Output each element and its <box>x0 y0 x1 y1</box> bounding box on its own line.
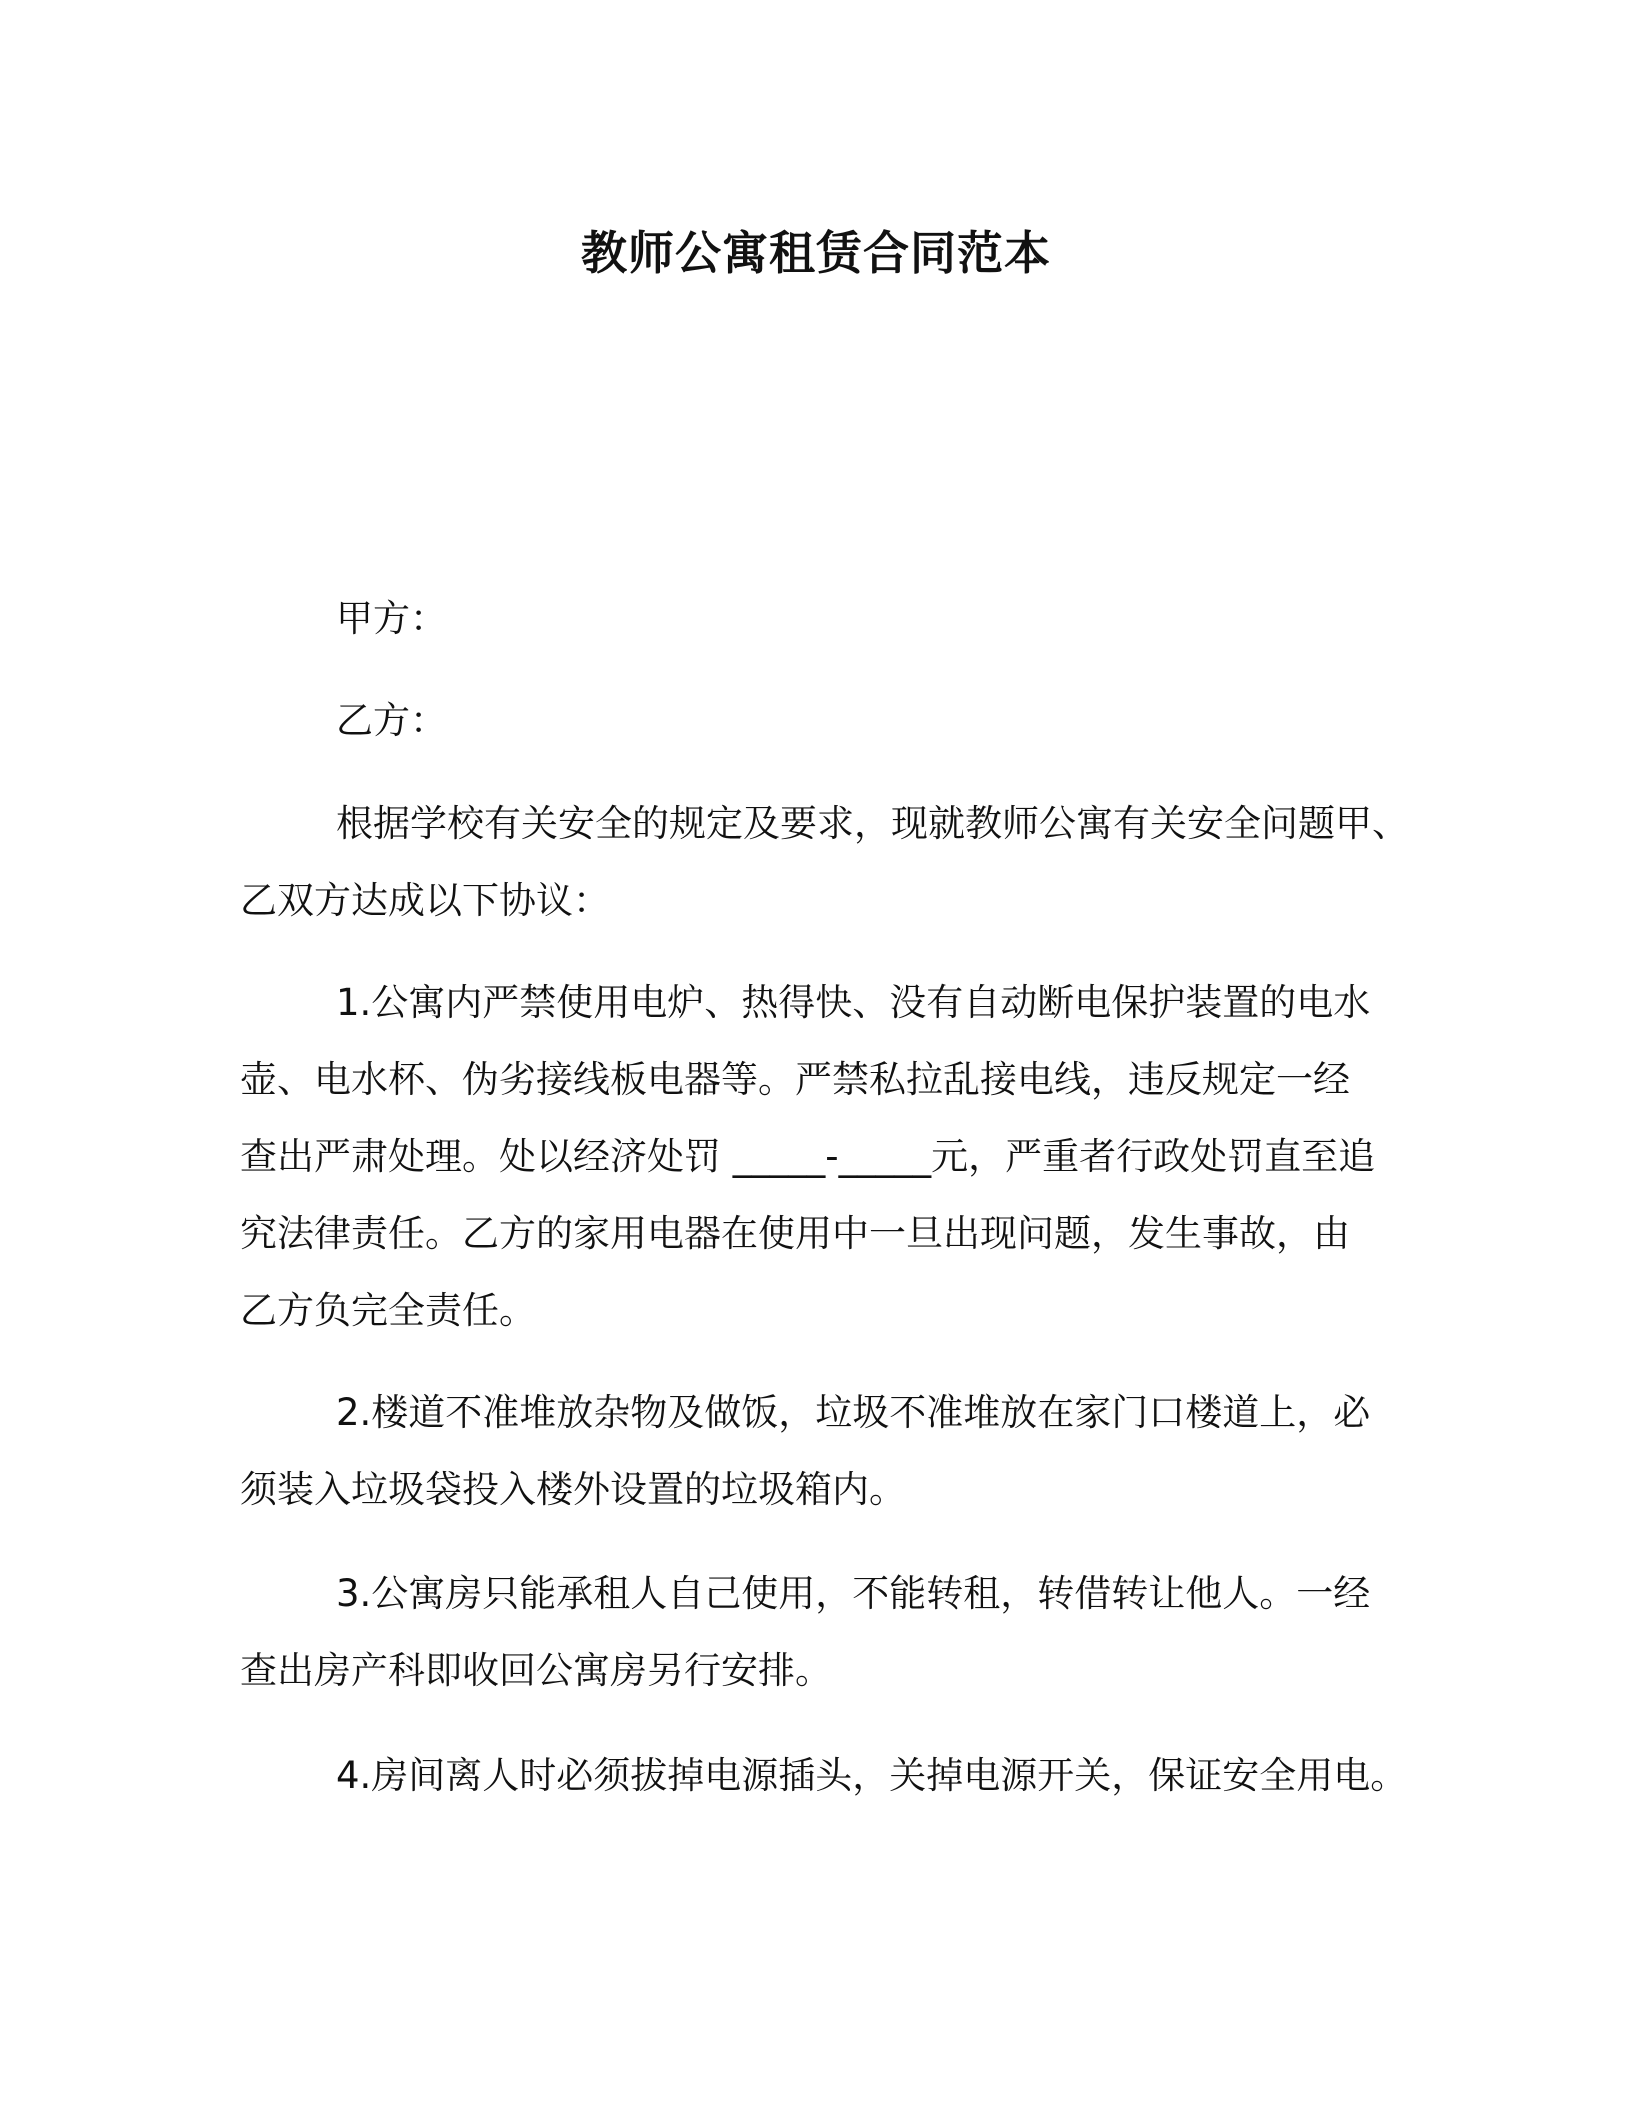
clause-1-line: 1.公寓内严禁使用电炉、热得快、没有自动断电保护装置的电水 <box>336 981 1371 1024</box>
intro-line: 乙双方达成以下协议： <box>240 879 610 922</box>
clause-3-line: 3.公寓房只能承租人自己使用，不能转租，转借转让他人。一经 <box>336 1572 1371 1615</box>
document-title: 教师公寓租赁合同范本 <box>581 226 1051 280</box>
clause-1-line: 查出严肃处理。处以经济处罚 _____-_____元，严重者行政处罚直至追 <box>240 1135 1376 1178</box>
intro-line: 根据学校有关安全的规定及要求，现就教师公寓有关安全问题甲、 <box>336 802 1409 845</box>
clause-4-paragraph <box>240 1737 1408 1814</box>
clause-2-line: 2.楼道不准堆放杂物及做饭，垃圾不准堆放在家门口楼道上，必 <box>336 1391 1371 1434</box>
clause-3-line: 查出房产科即收回公寓房另行安排。 <box>240 1649 832 1692</box>
clause-3-paragraph <box>240 1555 1400 1709</box>
clause-2-paragraph <box>240 1374 1400 1528</box>
clause-1-line: 壶、电水杯、伪劣接线板电器等。严禁私拉乱接电线，违反规定一经 <box>240 1058 1350 1101</box>
clause-1-line: 究法律责任。乙方的家用电器在使用中一旦出现问题，发生事故，由 <box>240 1212 1350 1255</box>
intro-paragraph <box>240 785 1409 939</box>
clause-4-line: 4.房间离人时必须拔掉电源插头，关掉电源开关，保证安全用电。 <box>336 1754 1408 1797</box>
party-b-label: 乙方： <box>336 699 447 742</box>
party-b-line <box>240 682 1400 759</box>
clause-1-line: 乙方负完全责任。 <box>240 1289 536 1332</box>
clause-2-line: 须装入垃圾袋投入楼外设置的垃圾箱内。 <box>240 1468 906 1511</box>
party-a-line <box>240 580 1400 657</box>
clause-1-paragraph <box>240 964 1400 1349</box>
party-a-label: 甲方： <box>336 597 447 640</box>
